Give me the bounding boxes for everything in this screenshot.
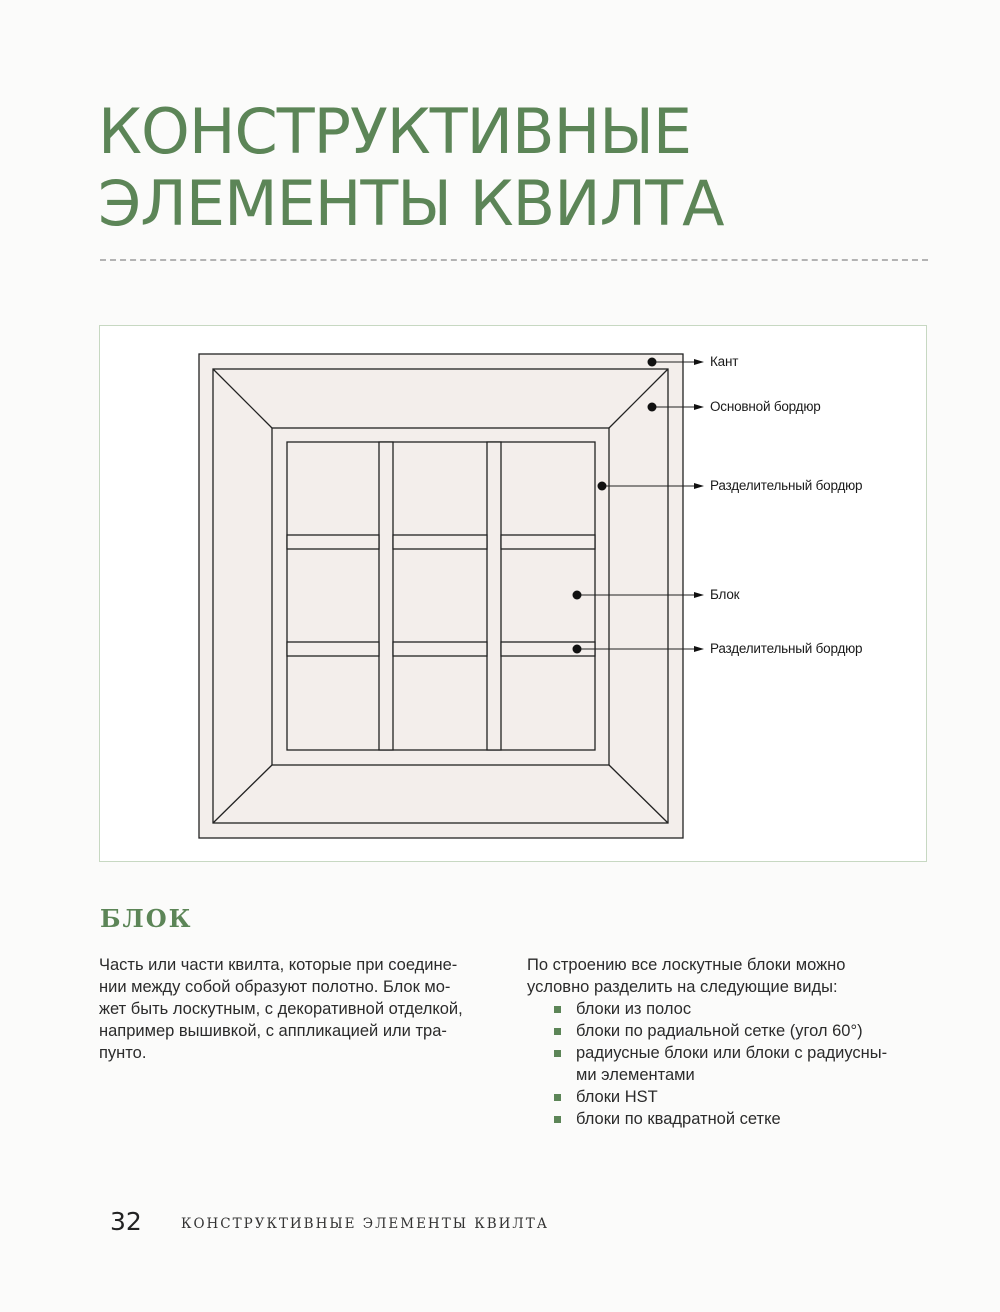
intro-line-2: условно разделить на следующие виды: [527, 978, 838, 996]
definition-line-2: нии между собой образуют полотно. Блок мо- [99, 978, 451, 996]
definition-line-1: Часть или части квилта, которые при соедине- [99, 956, 458, 974]
label-block: Блок [710, 587, 740, 602]
label-kant: Кант [710, 354, 739, 369]
bullet-square-icon [554, 1094, 561, 1101]
list-item: блоки из полос [527, 998, 947, 1020]
label-sashing-border-2: Разделительный бордюр [710, 641, 863, 656]
dot-sashing-border [598, 482, 607, 491]
dot-kant [648, 358, 657, 367]
arrow-block [694, 592, 704, 598]
quilt-block-area [287, 442, 595, 750]
sashing-h-1-2 [393, 535, 487, 549]
list-item: блоки по квадратной сетке [527, 1108, 947, 1130]
dot-main-border [648, 403, 657, 412]
block-types-column [527, 954, 947, 1130]
title-divider [100, 259, 928, 261]
sashing-vertical-1 [379, 442, 393, 750]
list-item: радиусные блоки или блоки с радиусны- ми элементами [527, 1042, 947, 1086]
dot-block [573, 591, 582, 600]
arrow-kant [694, 359, 704, 365]
list-item: блоки по радиальной сетке (угол 60°) [527, 1020, 947, 1042]
block-definition-paragraph [99, 954, 499, 1064]
section-heading: БЛОК [100, 904, 193, 933]
definition-line-3: жет быть лоскутным, с декоративной отделкой, [99, 1000, 463, 1018]
arrow-sashing-border-2 [694, 646, 704, 652]
sashing-h-1-1 [287, 535, 379, 549]
page-number: 32 [110, 1207, 142, 1236]
label-main-border: Основной бордюр [710, 399, 821, 414]
dot-sashing-border-2 [573, 645, 582, 654]
block-types-list [527, 998, 947, 1130]
list-item: блоки HST [527, 1086, 947, 1108]
quilt-diagram [99, 325, 927, 862]
definition-line-4: например вышивкой, с аппликацией или тра- [99, 1022, 447, 1040]
intro-line-1: По строению все лоскутные блоки можно [527, 956, 846, 974]
sashing-vertical-2 [487, 442, 501, 750]
page-title [98, 96, 938, 240]
arrow-main-border [694, 404, 704, 410]
arrow-sashing-border [694, 483, 704, 489]
sashing-h-1-3 [501, 535, 595, 549]
page-title-line-2: ЭЛЕМЕНТЫ КВИЛТА [98, 167, 724, 240]
running-footer-title: КОНСТРУКТИВНЫЕ ЭЛЕМЕНТЫ КВИЛТА [181, 1216, 549, 1232]
bullet-square-icon [554, 1116, 561, 1123]
block-types-intro [527, 954, 947, 998]
label-sashing-border: Разделительный бордюр [710, 478, 863, 493]
bullet-square-icon [554, 1028, 561, 1035]
bullet-square-icon [554, 1006, 561, 1013]
sashing-h-2-1 [287, 642, 379, 656]
bullet-square-icon [554, 1050, 561, 1057]
definition-line-5: пунто. [99, 1044, 147, 1062]
page-title-line-1: КОНСТРУКТИВНЫЕ [98, 95, 692, 168]
sashing-h-2-2 [393, 642, 487, 656]
